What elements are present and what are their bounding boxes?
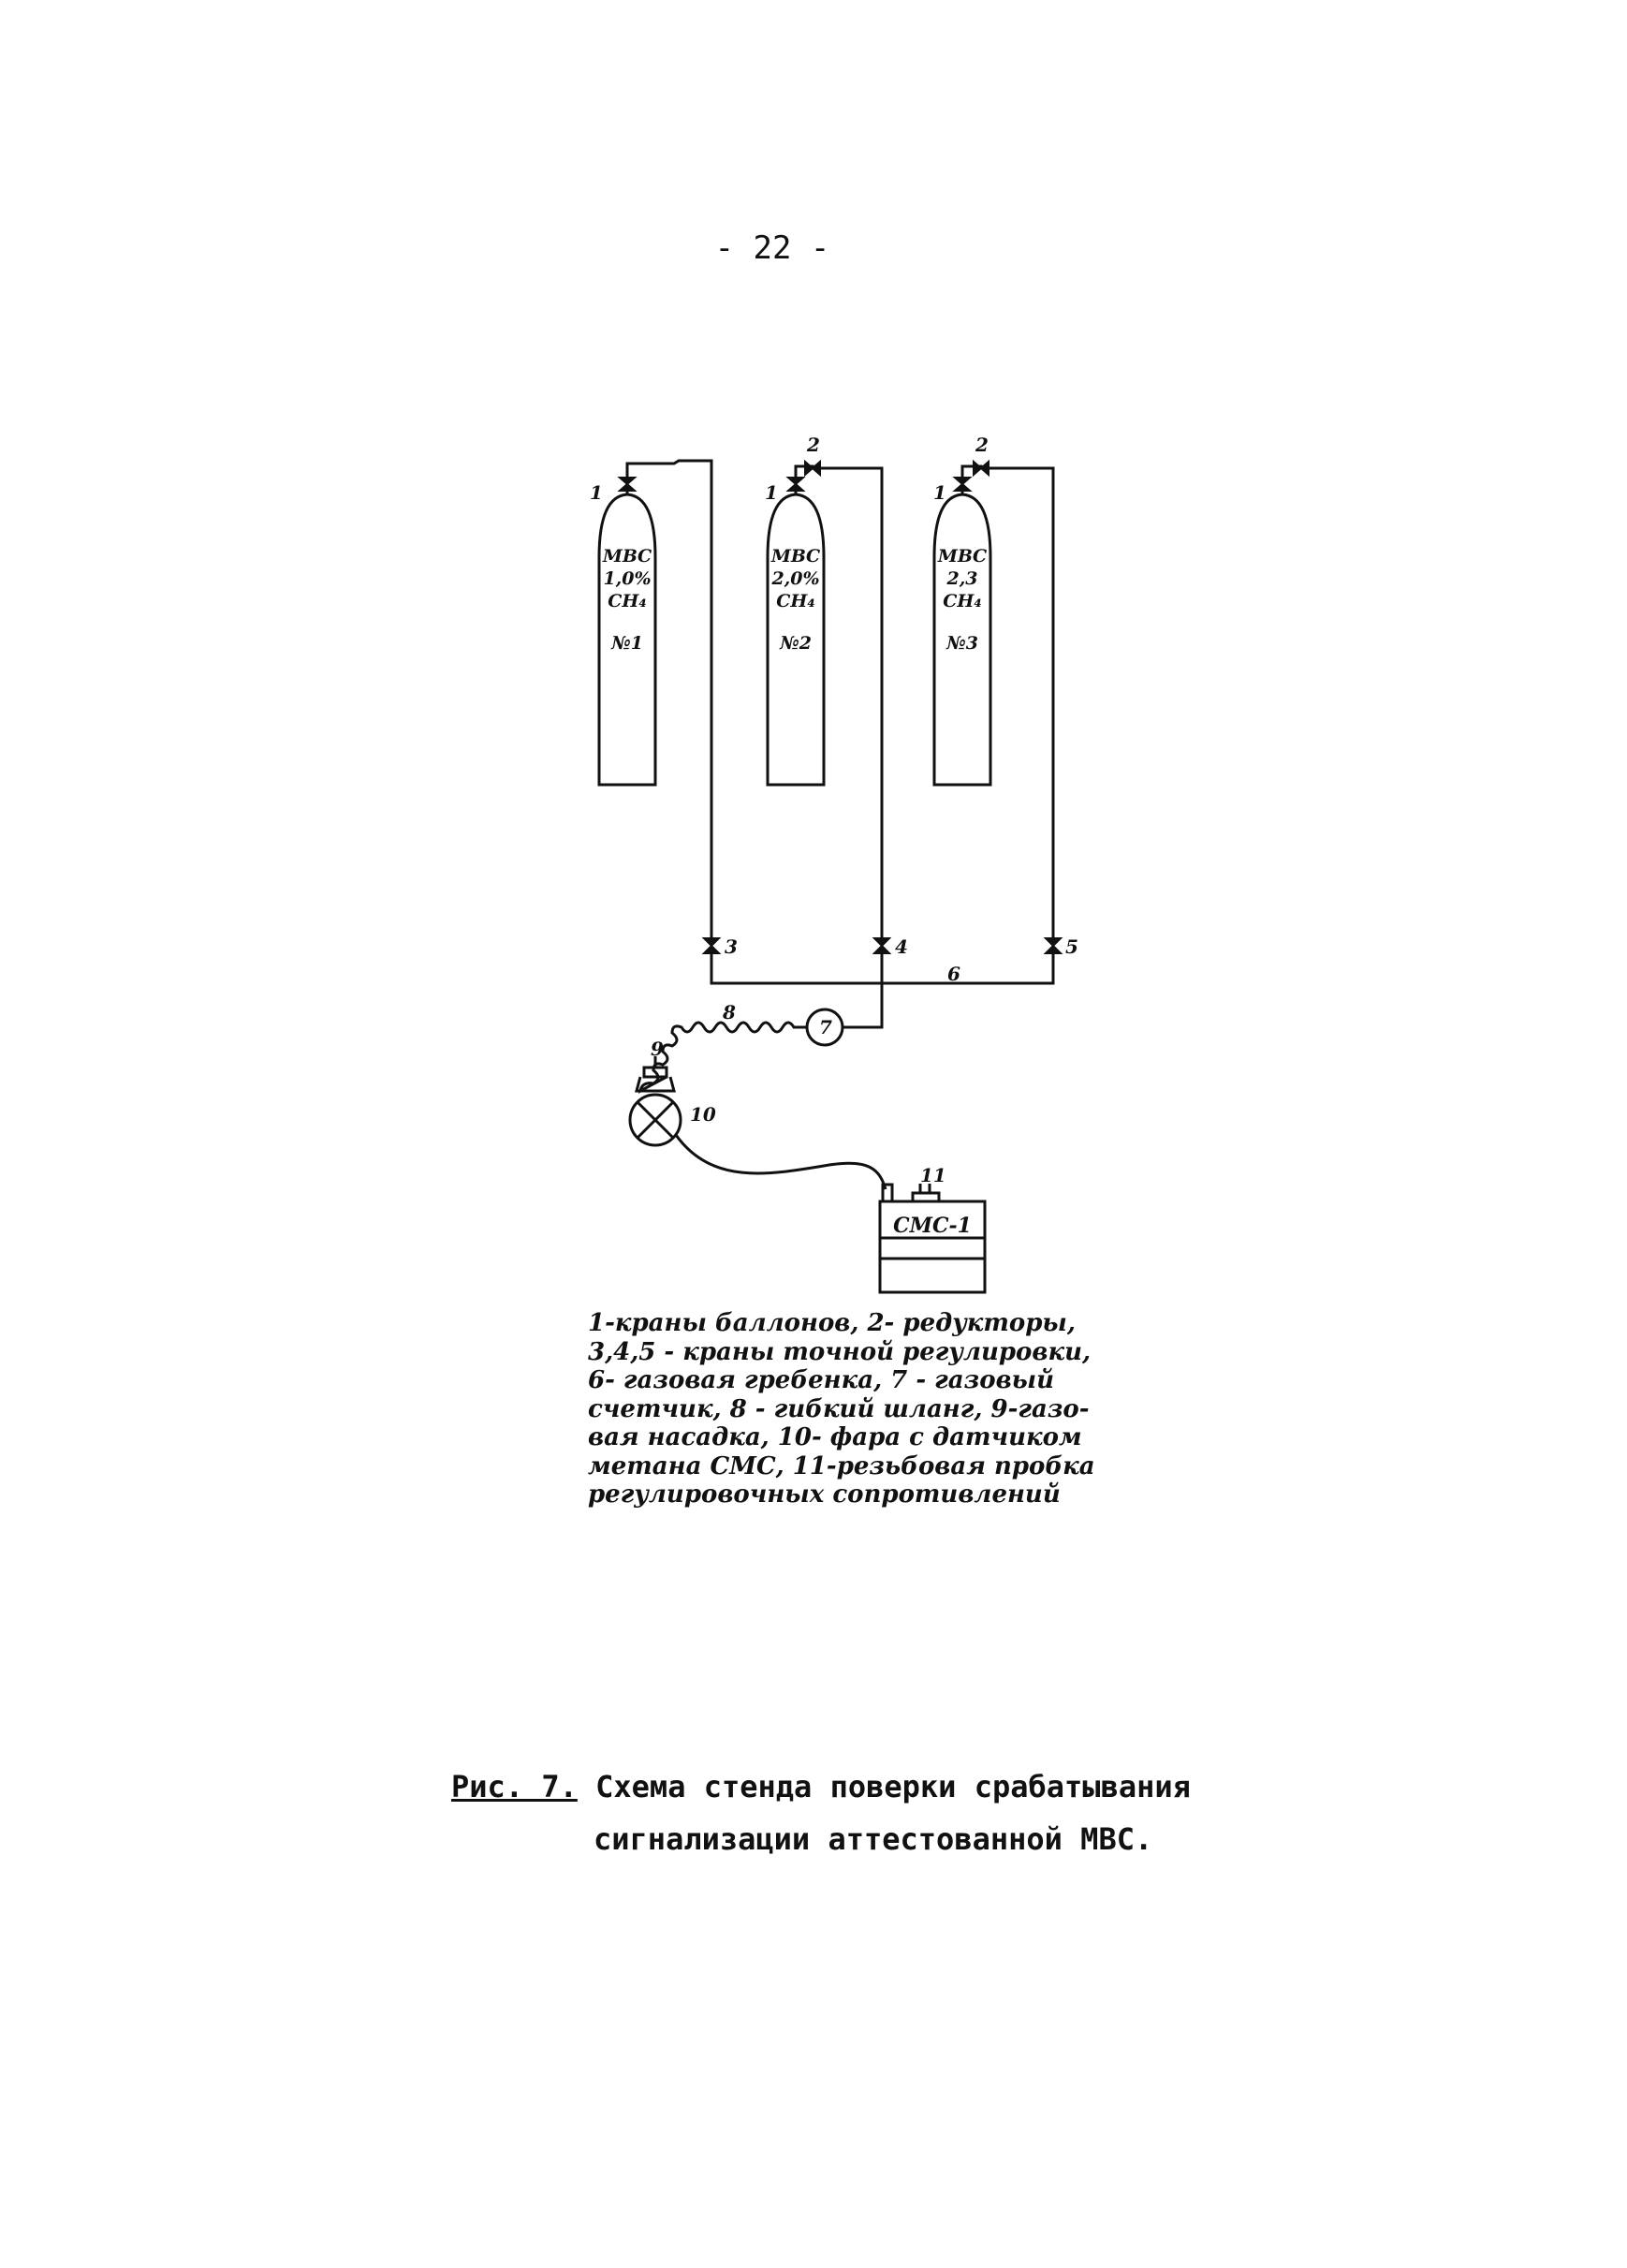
cyl1-number: №1 [611,633,643,654]
callout-valve-1a: 1 [590,481,603,504]
cylinder-valve-1 [620,478,635,491]
caption-line-1: Схема стенда поверки срабатывания [595,1769,1191,1804]
cyl3-number: №3 [946,633,978,654]
manifold-outlet [843,983,882,1027]
callout-fine-valve-4: 4 [895,935,908,958]
legend-line: 6- газовая гребенка, 7 - газовый [588,1366,1054,1394]
reducer-2b [974,462,989,475]
legend-line: 3,4,5 - краны точной регулировки, [588,1337,1092,1366]
cyl2-gas: МВС [770,546,821,567]
page-number: - 22 - [714,229,830,267]
cyl1-formula: CH₄ [608,591,647,611]
callout-nozzle: 9 [651,1038,664,1060]
flexible-hose [640,1023,807,1091]
legend-line: счетчик, 8 - гибкий шланг, 9-газо- [588,1394,1090,1423]
pipe-2 [796,466,882,983]
cyl3-gas: МВС [937,546,988,567]
callout-reducer-a: 2 [807,434,820,456]
callout-valve-1b: 1 [765,481,778,504]
diagram-legend [588,1309,1093,1510]
cyl2-number: №2 [780,633,812,654]
callout-fine-valve-5: 5 [1065,935,1078,958]
figure-reference: Рис. 7. [451,1769,578,1804]
cyl3-formula: CH₄ [943,591,982,611]
callout-plug: 11 [920,1164,946,1186]
fine-valve-4 [874,938,889,953]
sms-device-label: СМС-1 [893,1214,972,1238]
sms-connector [883,1185,892,1201]
cylinder-valve-3 [955,478,970,491]
cyl2-formula: CH₄ [776,591,815,611]
cyl1-conc: 1,0% [603,568,652,589]
legend-line: 1-краны баллонов, 2- редукторы, [588,1309,1076,1337]
pipe-3 [962,466,1053,983]
callout-valve-1c: 1 [933,481,946,504]
callout-meter: 7 [819,1016,832,1038]
callout-fine-valve-3: 3 [725,935,738,958]
fine-valve-3 [704,938,719,953]
cyl3-conc: 2,3 [946,568,978,589]
legend-line: метана СМС, 11-резьбовая пробка [588,1451,1095,1480]
cyl2-conc: 2,0% [771,568,820,589]
fine-valve-5 [1046,938,1061,953]
legend-line: вая насадка, 10- фара с датчиком [588,1423,1082,1451]
callout-lamp: 10 [690,1103,716,1126]
callout-manifold: 6 [947,963,960,985]
callout-hose: 8 [723,1001,736,1024]
cable [676,1135,886,1189]
cyl1-gas: МВС [602,546,652,567]
cylinder-valve-2 [788,478,803,491]
figure-caption [451,1760,1387,1865]
reducer-2a [805,462,820,475]
caption-line-2: сигнализации аттестованной МВС. [594,1821,1153,1857]
pipe-1 [627,461,711,983]
callout-reducer-b: 2 [975,434,989,456]
legend-line: регулировочных сопротивлений [588,1480,1061,1509]
